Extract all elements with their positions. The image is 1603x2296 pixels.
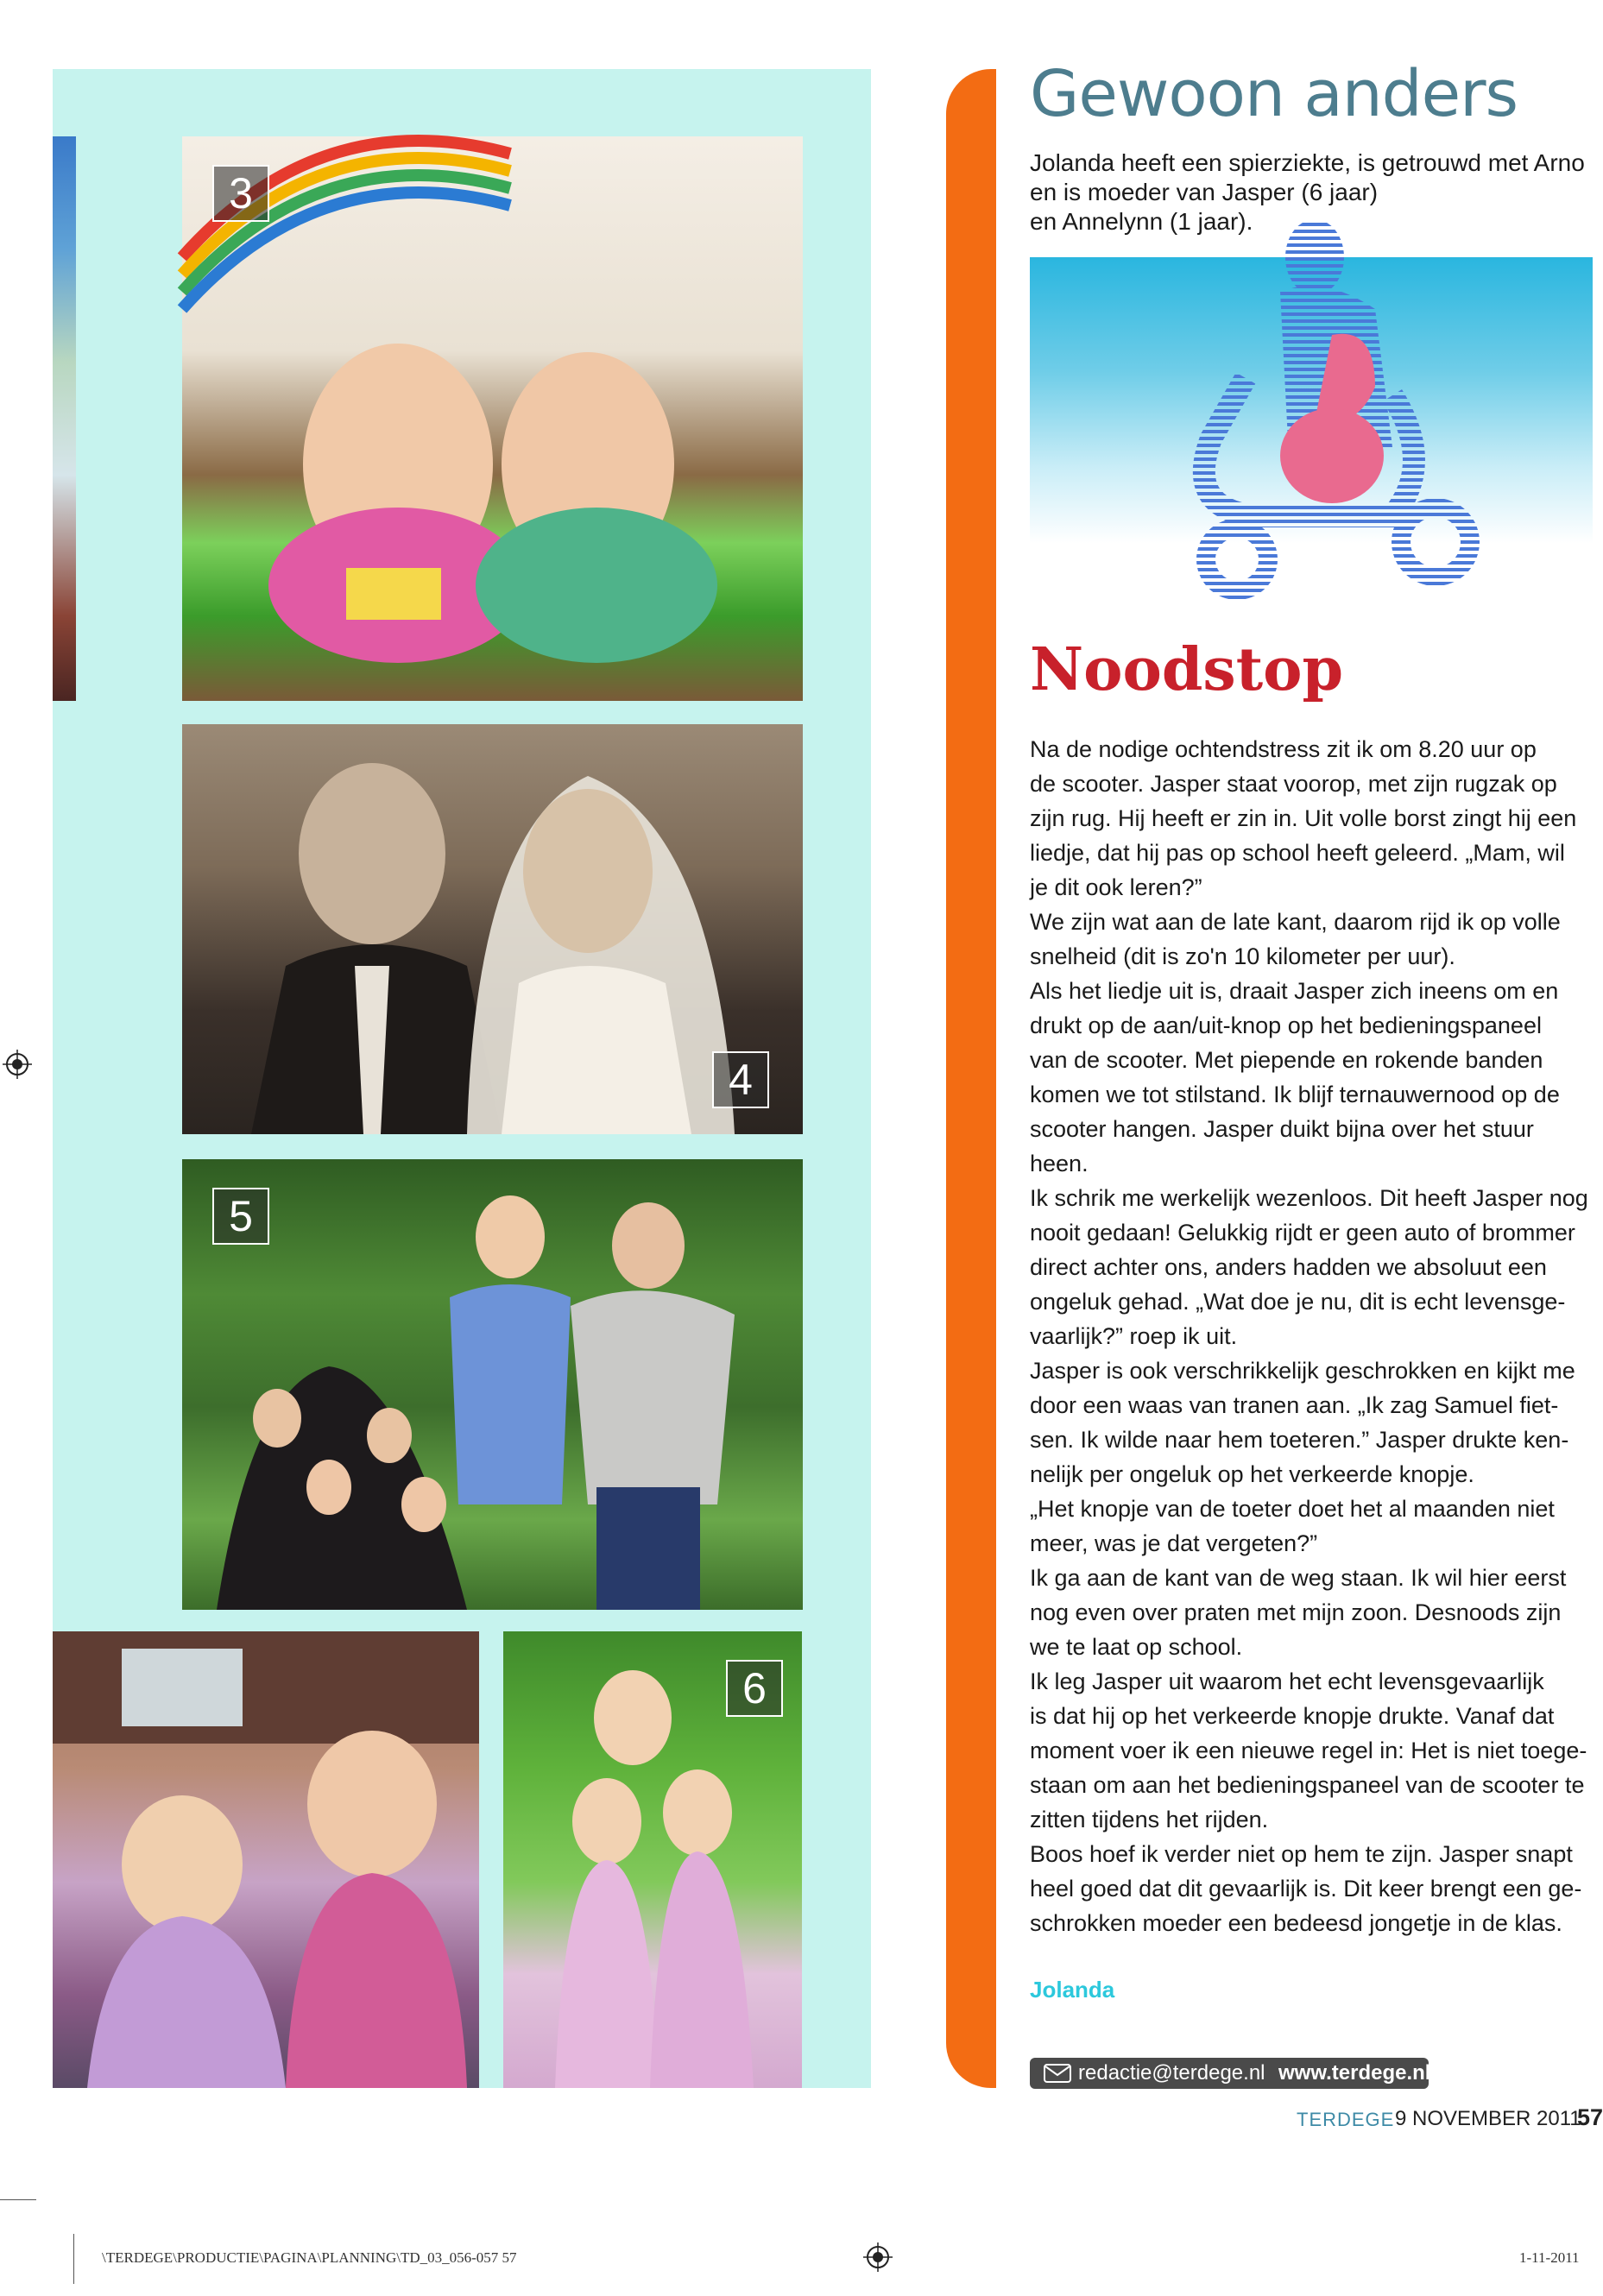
article-body-line: nelijk per ongeluk op het verkeerde knopje. [1030, 1461, 1474, 1487]
article-title: Noodstop [1030, 635, 1344, 704]
registration-mark-icon [3, 1050, 32, 1079]
author-name: Jolanda [1030, 1977, 1115, 2003]
article-body-line: scooter hangen. Jasper duikt bijna over het stuur [1030, 1116, 1534, 1142]
article-body-line: moment voer ik een nieuwe regel in: Het is niet toege- [1030, 1738, 1587, 1763]
photo-children-play-gym [182, 136, 803, 701]
article-body-line: zijn rug. Hij heeft er zin in. Uit volle borst zingt hij een [1030, 805, 1577, 831]
photo-family-group [182, 1159, 803, 1610]
article-body-line: snelheid (dit is zo'n 10 kilometer per uur). [1030, 943, 1455, 969]
article-body-line: van de scooter. Met piepende en rokende banden [1030, 1047, 1543, 1073]
article-body-line: direct achter ons, anders hadden we absoluut een [1030, 1254, 1547, 1280]
article-body-line: is dat hij op het verkeerde knopje drukte. Vanaf dat [1030, 1703, 1555, 1729]
footer-date: 9 NOVEMBER 2011 [1395, 2107, 1581, 2130]
article-body-line: we te laat op school. [1030, 1634, 1243, 1660]
article-body-line: ongeluk gehad. „Wat doe je nu, dit is echt levensge- [1030, 1289, 1566, 1315]
contact-email-link[interactable]: redactie@terdege.nl [1078, 2061, 1265, 2085]
page-number: 57 [1577, 2104, 1603, 2130]
photo-5-scene [182, 1159, 803, 1610]
article-body-line: Jasper is ook verschrikkelijk geschrokken en kijkt me [1030, 1358, 1575, 1384]
photo-3-scene [182, 136, 803, 701]
photo-number-badge: 6 [726, 1660, 783, 1717]
envelope-icon [1044, 2064, 1071, 2083]
article-body-line: drukt op de aan/uit-knop op het bedieningspaneel [1030, 1012, 1542, 1038]
article-body-line: nog even over praten met mijn zoon. Desnoods zijn [1030, 1599, 1562, 1625]
intro-text: Jolanda heeft een spierziekte, is getrouwd met Arno en is moeder van Jasper (6 jaar) en Annelynn (1 jaar). [1030, 149, 1585, 235]
accent-bar [946, 69, 996, 2088]
photo-number-badge: 5 [212, 1188, 269, 1245]
crop-mark [0, 2199, 36, 2200]
article-body [1030, 732, 1600, 1940]
contact-website-link[interactable]: www.terdege.nl [1278, 2061, 1431, 2085]
article-body-line: schrokken moeder een bedeesd jongetje in de klas. [1030, 1910, 1562, 1936]
photo-number-badge: 3 [212, 165, 269, 222]
photo-siblings [53, 1631, 479, 2088]
article-body-line: komen we tot stilstand. Ik blijf ternauwernood op de [1030, 1082, 1560, 1107]
scooter-rider-icon [1030, 257, 1593, 639]
article-body-line: Ik ga aan de kant van de weg staan. Ik wil hier eerst [1030, 1565, 1567, 1591]
article-body-line: je dit ook leren?” [1030, 874, 1202, 900]
article-body-line: vaarlijk?” roep ik uit. [1030, 1323, 1238, 1349]
article-body-line: meer, was je dat vergeten?” [1030, 1530, 1318, 1556]
article-body-line: zitten tijdens het rijden. [1030, 1807, 1269, 1832]
article-body-line: Ik schrik me werkelijk wezenloos. Dit heeft Jasper nog [1030, 1185, 1588, 1211]
photo-siblings-scene [53, 1631, 479, 2088]
article-body-line: heen. [1030, 1151, 1089, 1176]
article-body-line: Boos hoef ik verder niet op hem te zijn. Jasper snapt [1030, 1841, 1573, 1867]
article-body-line: „Het knopje van de toeter doet het al maanden niet [1030, 1496, 1555, 1522]
scooter-illustration [1030, 257, 1593, 639]
article-body-line: liedje, dat hij pas op school heeft geleerd. „Mam, wil [1030, 840, 1565, 866]
article-body-line: Ik leg Jasper uit waarom het echt levensgevaarlijk [1030, 1668, 1544, 1694]
article-body-line: door een waas van tranen aan. „Ik zag Samuel fiet- [1030, 1392, 1559, 1418]
registration-mark-icon [863, 2242, 893, 2272]
article-body-line: Na de nodige ochtendstress zit ik om 8.20 uur op [1030, 736, 1537, 762]
photo-4-scene [182, 724, 803, 1134]
crop-mark [73, 2234, 74, 2284]
photo-number-badge: 4 [712, 1051, 769, 1108]
section-title: Gewoon anders [1030, 57, 1518, 131]
footer-publication: TERDEGE [1297, 2109, 1395, 2130]
article-body-line: nooit gedaan! Gelukkig rijdt er geen auto of brommer [1030, 1220, 1575, 1246]
contact-box [1030, 2058, 1429, 2089]
article-body-line: We zijn wat aan de late kant, daarom rijd ik op volle [1030, 909, 1561, 935]
photo-three-sisters [503, 1631, 802, 2088]
print-slug-path: \TERDEGE\PRODUCTIE\PAGINA\PLANNING\TD_03_056-057 57 [102, 2249, 517, 2266]
article-body-line: heel goed dat dit gevaarlijk is. Dit keer brengt een ge- [1030, 1876, 1582, 1902]
photo-wedding-couple [182, 724, 803, 1134]
article-body-line: staan om aan het bedieningspaneel van de scooter te [1030, 1772, 1585, 1798]
article-body-line: sen. Ik wilde naar hem toeteren.” Jasper drukte ken- [1030, 1427, 1569, 1453]
article-body-line: de scooter. Jasper staat voorop, met zijn rugzak op [1030, 771, 1557, 797]
print-slug-date: 1-11-2011 [1519, 2249, 1580, 2266]
article-body-line: Als het liedje uit is, draait Jasper zich ineens om en [1030, 978, 1559, 1004]
cropped-photo-strip [53, 136, 76, 701]
